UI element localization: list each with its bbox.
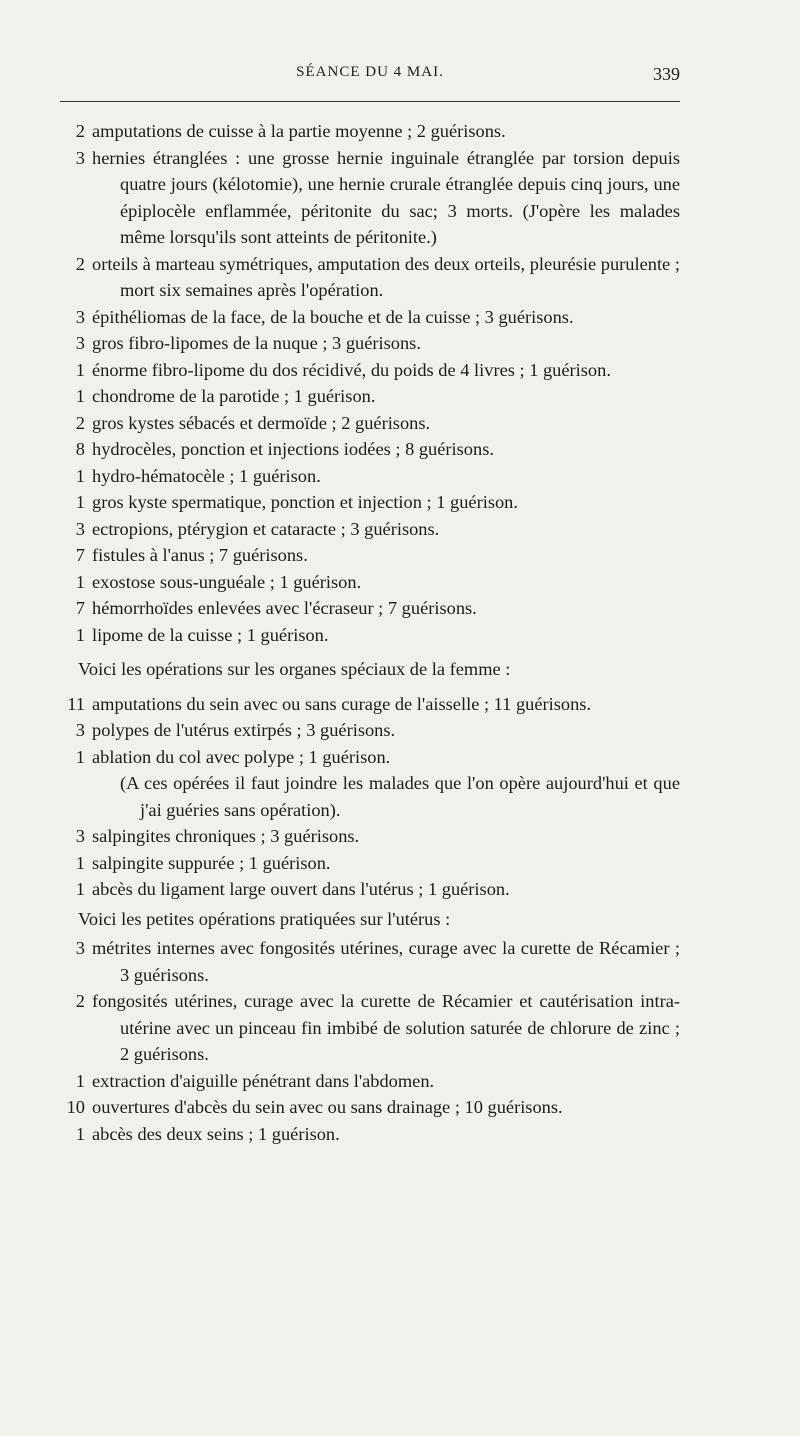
list-item [60, 436, 680, 463]
item-text: hydro-hématocèle ; 1 guérison. [92, 465, 321, 486]
item-text: énorme fibro-lipome du dos récidivé, du poids de 4 livres ; 1 guérison. [92, 359, 611, 380]
item-text: salpingite suppurée ; 1 guérison. [92, 852, 331, 873]
item-text: abcès des deux seins ; 1 guérison. [92, 1123, 340, 1144]
item-count: 1 [75, 1070, 85, 1091]
list-item [60, 145, 680, 251]
item-text: salpingites chroniques ; 3 guérisons. [92, 826, 360, 846]
item-count: 1 [75, 492, 85, 512]
item-text: ablation du col avec polype ; 1 guérison. [92, 746, 391, 767]
item-text: gros kyste spermatique, ponction et injection ; 1 guérison. [92, 492, 518, 512]
item-count: 3 [75, 720, 85, 740]
item-count: 3 [75, 938, 85, 958]
item-text: hémorrhoïdes enlevées avec l'écraseur ; 7 guérisons. [92, 598, 477, 618]
item-count: 7 [75, 598, 85, 618]
list-item [60, 516, 680, 543]
list-item [60, 850, 680, 877]
list-item [60, 489, 680, 516]
list-item [60, 622, 680, 649]
item-count: 1 [75, 746, 85, 767]
list-item [60, 542, 680, 569]
item-text: ouvertures d'abcès du sein avec ou sans drainage ; 10 guérisons. [92, 1097, 563, 1117]
item-text: métrites internes avec fongosités utérines, curage avec la curette de Récamier ; 3 guérisons. [92, 938, 680, 985]
list-item [60, 1068, 680, 1095]
item-text: chondrome de la parotide ; 1 guérison. [92, 386, 376, 406]
list-item [60, 304, 680, 331]
running-head [60, 64, 680, 92]
list-women-operations [60, 691, 680, 771]
item-count: 1 [75, 624, 85, 645]
item-text: orteils à marteau symétriques, amputation des deux orteils, pleurésie purulente ; mort six semaines après l'opération. [92, 253, 680, 300]
intro-uterus-operations: Voici les petites opérations pratiquées sur l'utérus : [78, 908, 451, 929]
item-count: 3 [75, 518, 85, 539]
list-item [60, 823, 680, 850]
item-text: lipome de la cuisse ; 1 guérison. [92, 624, 329, 645]
list-item [60, 691, 680, 718]
running-head-title: SÉANCE DU 4 MAI. [296, 64, 444, 80]
item-count: 3 [75, 333, 85, 353]
item-text: exostose sous-unguéale ; 1 guérison. [92, 571, 362, 592]
item-text: fistules à l'anus ; 7 guérisons. [92, 545, 308, 565]
item-count: 2 [75, 121, 85, 141]
list-item [60, 744, 680, 771]
item-text: amputations de cuisse à la partie moyenne ; 2 guérisons. [92, 121, 506, 141]
item-text: amputations du sein avec ou sans curage de l'aisselle ; 11 guérisons. [92, 693, 592, 714]
intro-women-operations: Voici les opérations sur les organes spéciaux de la femme : [78, 659, 511, 679]
list-item [60, 330, 680, 357]
list-item [60, 357, 680, 384]
list-item [60, 935, 680, 988]
item-text: gros fibro-lipomes de la nuque ; 3 guérisons. [92, 333, 421, 353]
item-text: gros kystes sébacés et dermoïde ; 2 guérisons. [92, 412, 431, 433]
item-count: 1 [75, 571, 85, 592]
header-rule [60, 101, 680, 102]
item-text: hernies étranglées : une grosse hernie inguinale étranglée par torsion depuis quatre jours (kélotomie), une hernie crurale étranglée depuis cinq jours, une épiplocèle enflammée, péritonite du sac; 3 morts. (J'opère les malades même lorsqu'ils sont atteints de péritonite.) [92, 147, 680, 247]
item-text: épithéliomas de la face, de la bouche et de la cuisse ; 3 guérisons. [92, 306, 574, 327]
note-text: (A ces opérées il faut joindre les malades que l'on opère aujourd'hui et que j'ai guéries sans opération). [120, 773, 680, 820]
item-count: 2 [75, 991, 85, 1011]
note-paragraph [60, 770, 680, 823]
item-text: fongosités utérines, curage avec la curette de Récamier et cautérisation intra-utérine avec un pinceau fin imbibé de solution saturée de chlorure de zinc ; 2 guérisons. [92, 991, 680, 1064]
item-count: 1 [75, 879, 85, 899]
list-uterus-operations [60, 935, 680, 1147]
item-count: 1 [75, 1123, 85, 1144]
list-item [60, 251, 680, 304]
item-count: 8 [75, 439, 85, 459]
list-item [60, 463, 680, 490]
item-count: 11 [67, 693, 85, 714]
item-count: 1 [75, 359, 85, 380]
item-count: 1 [75, 386, 85, 406]
item-count: 1 [75, 852, 85, 873]
page-number: 339 [653, 64, 680, 84]
list-item [60, 118, 680, 145]
item-text: abcès du ligament large ouvert dans l'utérus ; 1 guérison. [92, 879, 510, 899]
list-item [60, 410, 680, 437]
item-count: 7 [75, 545, 85, 565]
list-item [60, 1094, 680, 1121]
body-text [60, 118, 680, 1147]
list-item [60, 383, 680, 410]
item-count: 3 [75, 306, 85, 327]
list-item [60, 876, 680, 903]
list-item [60, 717, 680, 744]
item-count: 10 [66, 1097, 85, 1117]
list-item [60, 1121, 680, 1148]
list-item [60, 595, 680, 622]
item-count: 3 [75, 147, 85, 168]
item-text: polypes de l'utérus extirpés ; 3 guérisons. [92, 720, 396, 740]
item-count: 2 [75, 253, 85, 274]
item-text: hydrocèles, ponction et injections iodées ; 8 guérisons. [92, 439, 494, 459]
list-women-operations-cont [60, 823, 680, 903]
item-count: 3 [75, 826, 85, 846]
item-count: 1 [75, 465, 85, 486]
item-count: 2 [75, 412, 85, 433]
item-text: ectropions, ptérygion et cataracte ; 3 guérisons. [92, 518, 440, 539]
list-general-operations [60, 118, 680, 648]
item-text: extraction d'aiguille pénétrant dans l'abdomen. [92, 1070, 435, 1091]
list-item [60, 988, 680, 1068]
list-item [60, 569, 680, 596]
